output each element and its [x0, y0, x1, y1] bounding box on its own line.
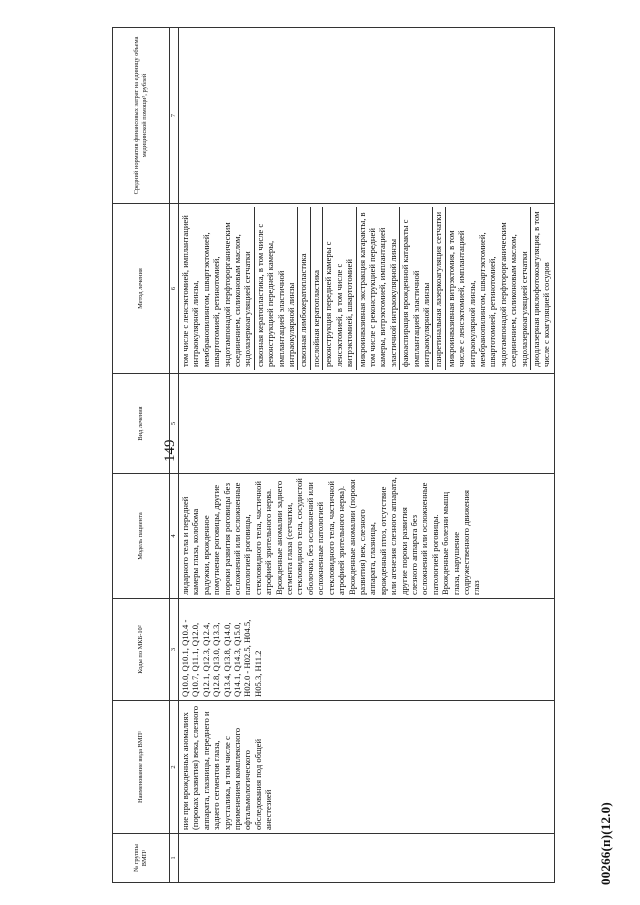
document-code: 00266(п)(12.0)	[598, 802, 613, 885]
treatment-method-item: том числе с ленсэктомией, имплантацией интраокулярной линзы, мембранопилингом, швартэктомией, швартотомией, ретинотомией, эндотампонадой перфторорганическим соединением, силиконовым маслом, эндолазеркоагуляцией сетчатки	[180, 207, 255, 370]
vmp-table	[112, 27, 555, 883]
header-group-number: № группы ВМП¹	[113, 834, 170, 883]
table-row	[179, 28, 555, 883]
column-number: 1	[170, 834, 179, 883]
header-vmp-name: Наименование вида ВМП¹	[113, 701, 170, 834]
treatment-method-item: факоаспирация врожденной катаракты с имплантацией эластичной интраокулярной линзы	[400, 207, 433, 370]
page-number: 149	[162, 439, 178, 462]
treatment-method-item: диодлазерная циклофотокоагуляция, в том числе с коагуляцией сосудов	[531, 211, 552, 367]
header-row	[113, 28, 170, 883]
header-treatment-method: Метод лечения	[113, 204, 170, 374]
treatment-method-item: сквозная лимбокератопластика	[298, 207, 310, 370]
column-number: 2	[170, 701, 179, 834]
treatment-methods-cell	[179, 204, 555, 374]
treatment-method-item: сквозная кератопластика, в том числе с реконструкцией передней камеры, имплантацией эластичной интраокулярной линзы	[255, 207, 299, 370]
header-average-cost: Средний норматив финансовых затрат на единицу объема медицинской помощи³, рублей	[113, 28, 170, 204]
icd-codes-cell: Q10.0, Q10.1, Q10.4 - Q10.7, Q11.1, Q12.0, Q12.1, Q12.3, Q12.4, Q12.8, Q13.0, Q13.3, Q13.4, Q13.8, Q14.0, Q14.1, Q14.3, Q15.0, H02.0 - H02.5, H04.5, H05.3, H11.2	[179, 599, 555, 701]
group-number-cell	[179, 834, 555, 883]
column-number: 3	[170, 599, 179, 701]
column-number: 4	[170, 474, 179, 599]
column-number: 5	[170, 374, 179, 474]
header-treatment-type: Вид лечения	[113, 374, 170, 474]
treatment-method-item: послойная кератопластика	[311, 207, 323, 370]
column-number-row	[170, 28, 179, 883]
header-icd-codes: Коды по МКБ-10²	[113, 599, 170, 701]
vmp-name-cell: ние при врожденных аномалиях (пороках развития) века, слезного аппарата, глазницы, переднего и заднего сегментов глаза, хрусталика, в том числе с применением комплексного офтальмологического обследования под общей анестезией	[179, 701, 555, 834]
patient-model-cell: лидарного тела и передней камеры глаза, колобома радужки, врожденное помутнение роговицы, другие пороки развития роговицы без осложнений или осложненные патологией роговицы, стекловидного тела, частичной атрофией зрительного нерва. Врожденные аномалии заднего сегмента глаза (сетчатки, стекловидного тела, сосудистой оболочки, без осложнений или осложненные патологией стекловидного тела, частичной атрофией зрительного нерва). Врожденные аномалии (пороки развития) век, слезного аппарата, глазницы, врожденный птоз, отсутствие или агенезия слезного аппарата, другие пороки развития слезного аппарата без осложнений или осложненные патологией роговицы. Врожденные болезни мышц глаза, нарушение содружественного движения глаз	[179, 474, 555, 599]
treatment-type-cell	[179, 374, 555, 474]
column-number: 6	[170, 204, 179, 374]
treatment-method-item: микроинвазивная витрэктомия, в том числе с ленсэктомией, имплантацией интраокулярной линзы, мембранопилингом, швартэктомией, швартотомией, ретинотомией, эндотампонадой перфторорганическим соединением, силиконовым маслом, эндолазеркоагуляцией сетчатки	[446, 207, 531, 370]
column-number: 7	[170, 28, 179, 204]
treatment-method-item: реконструкция передней камеры с ленсэктомией, в том числе с витрэктомией, швартотомией	[323, 207, 356, 370]
treatment-method-item: микроинвазивная экстракция катаракты, в том числе с реконструкцией передней камеры, витрэктомией, имплантацией эластичной интраокулярной линзы	[357, 207, 401, 370]
treatment-method-item: панретинальная лазеркоагуляция сетчатки	[433, 207, 445, 370]
average-cost-cell	[179, 28, 555, 204]
header-patient-model: Модель пациента	[113, 474, 170, 599]
